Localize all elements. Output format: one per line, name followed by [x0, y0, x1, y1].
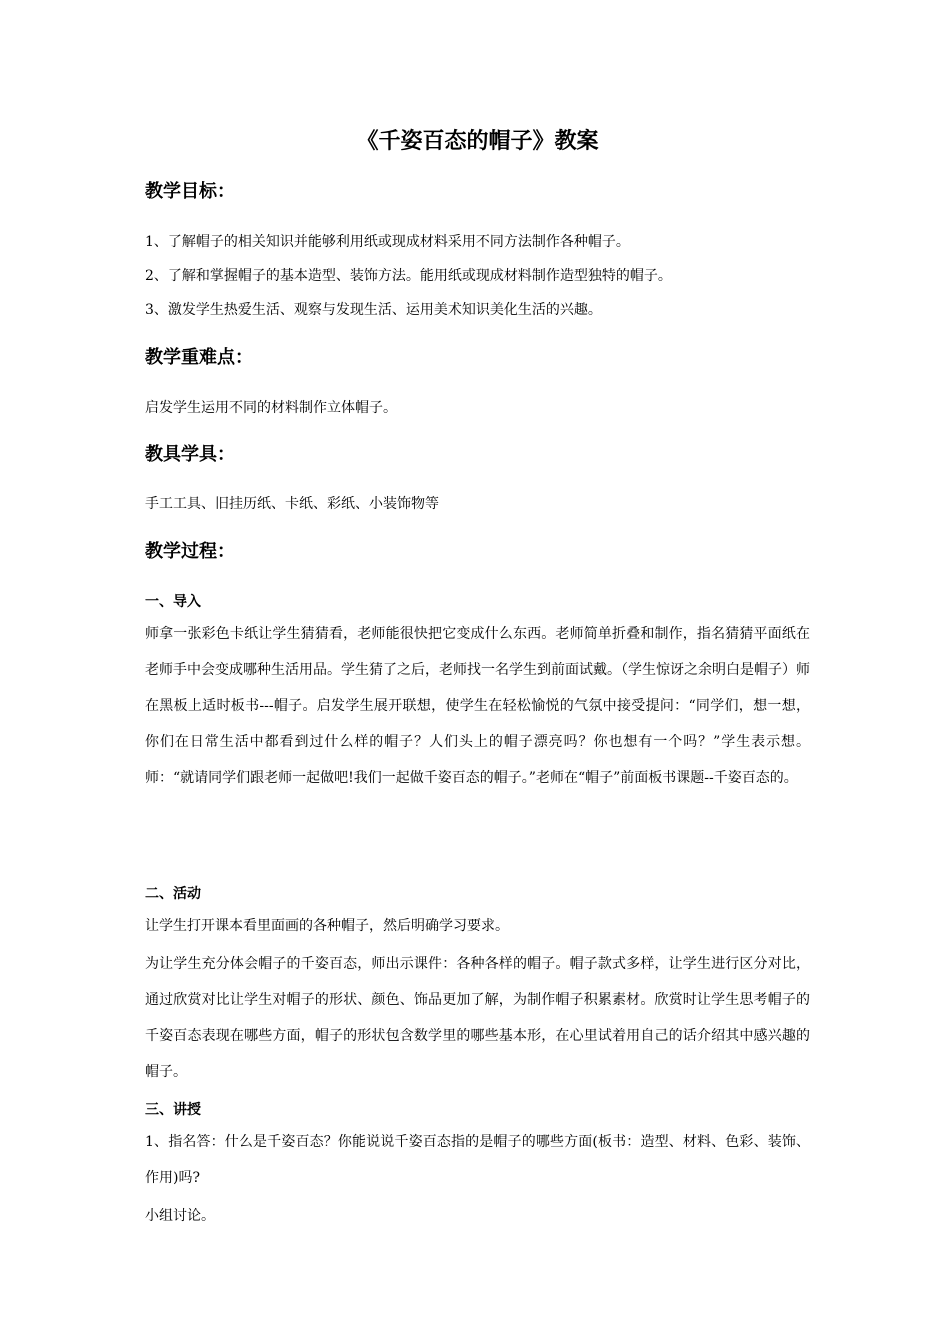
- document-title: 《千姿百态的帽子》教案: [356, 129, 599, 154]
- lecture-heading: 三、讲授: [145, 1102, 201, 1118]
- intro-heading: 一、导入: [145, 594, 201, 610]
- key-points-heading: 教学重难点：: [145, 347, 253, 368]
- tools-heading: 教具学具：: [145, 444, 235, 465]
- objective-item: 1、了解帽子的相关知识并能够利用纸或现成材料采用不同方法制作各种帽子。: [145, 234, 630, 250]
- activity-heading: 二、活动: [145, 886, 201, 902]
- process-heading: 教学过程：: [145, 541, 235, 562]
- lecture-text-2: 小组讨论。: [145, 1208, 215, 1224]
- tools-text: 手工工具、旧挂历纸、卡纸、彩纸、小装饰物等: [145, 496, 439, 512]
- intro-text: 师拿一张彩色卡纸让学生猜猜看，老师能很快把它变成什么东西。老师简单折叠和制作，指名猜猜平面纸在老师手中会变成哪种生活用品。学生猜了之后，老师找一名学生到前面试戴。（学生惊讶之余明白是帽子）师在黑板上适时板书---帽子。启发学生展开联想，使学生在轻松愉悦的气氛中接受提问：“同学们，想一想，你们在日常生活中都看到过什么样的帽子？人们头上的帽子漂亮吗？你也想有一个吗？”学生表示想。师：“就请同学们跟老师一起做吧!我们一起做千姿百态的帽子。”老师在“帽子”前面板书课题--千姿百态的。: [145, 626, 810, 786]
- activity-text-2: 为让学生充分体会帽子的千姿百态，师出示课件：各种各样的帽子。帽子款式多样，让学生进行区分对比，通过欣赏对比让学生对帽子的形状、颜色、饰品更加了解，为制作帽子积累素材。欣赏时让学生思考帽子的千姿百态表现在哪些方面，帽子的形状包含数学里的哪些基本形，在心里试着用自己的话介绍其中感兴趣的帽子。: [145, 956, 810, 1080]
- key-points-text: 启发学生运用不同的材料制作立体帽子。: [145, 400, 397, 416]
- objective-item: 2、了解和掌握帽子的基本造型、装饰方法。能用纸或现成材料制作造型独特的帽子。: [145, 268, 672, 284]
- activity-text-1: 让学生打开课本看里面画的各种帽子，然后明确学习要求。: [145, 918, 509, 934]
- objective-item: 3、激发学生热爱生活、观察与发现生活、运用美术知识美化生活的兴趣。: [145, 302, 602, 318]
- objectives-heading: 教学目标：: [145, 181, 235, 202]
- lecture-text-1: 1、指名答：什么是千姿百态？你能说说千姿百态指的是帽子的哪些方面(板书：造型、材料、色彩、装饰、作用)吗?: [145, 1134, 810, 1186]
